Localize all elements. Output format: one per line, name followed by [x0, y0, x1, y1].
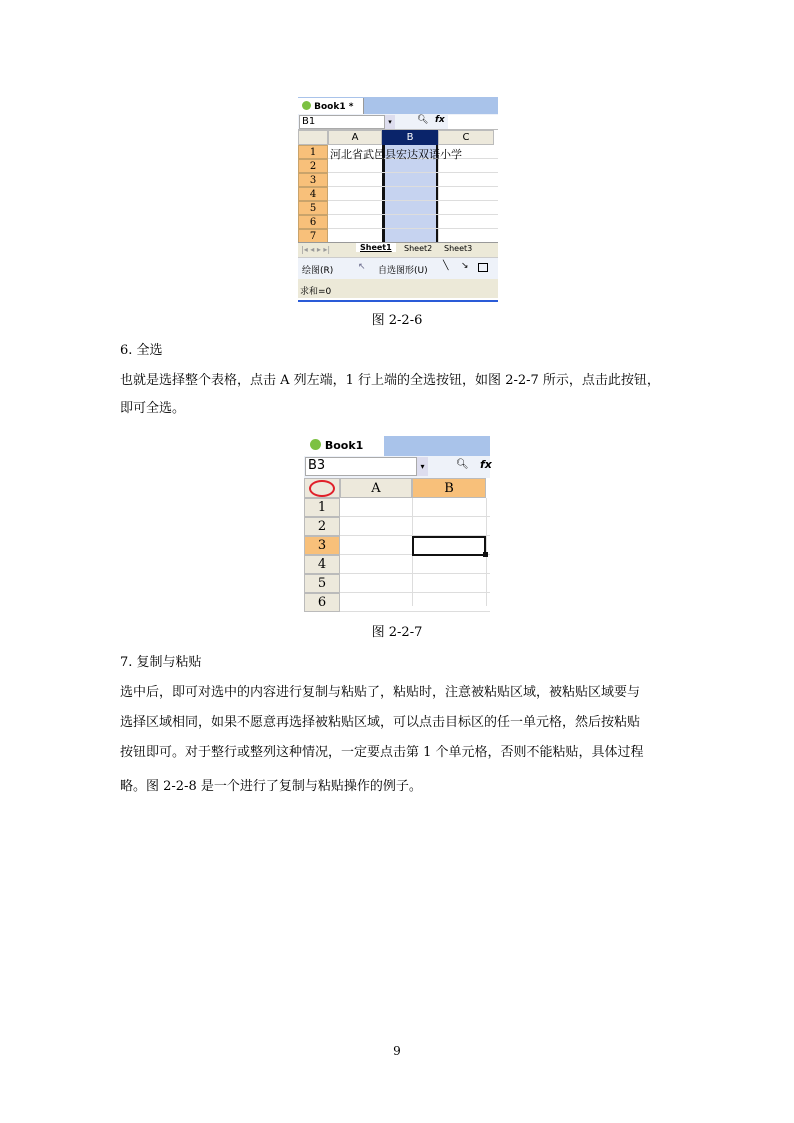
- workbook-icon: [302, 101, 311, 110]
- page-number: 9: [393, 1044, 401, 1058]
- paragraph-line: 选择区域相同，如果不愿意再选择被粘贴区域，可以点击目标区的任一单元格，然后按粘贴: [120, 715, 641, 730]
- row-header[interactable]: 6: [304, 593, 340, 612]
- sheet-tab-2[interactable]: Sheet2: [404, 244, 433, 253]
- sheet-nav-icon[interactable]: |◂ ◂ ▸ ▸|: [301, 245, 331, 254]
- red-circle-annotation: [309, 480, 335, 497]
- grid-line: [328, 200, 498, 201]
- name-box[interactable]: B1: [299, 115, 385, 129]
- paragraph-line: 略。图 2-2-8 是一个进行了复制与粘贴操作的例子。: [120, 779, 422, 794]
- figure-caption: 图 2-2-6: [371, 313, 423, 328]
- row-header[interactable]: 4: [298, 187, 328, 201]
- zoom-icon[interactable]: 🔍︎: [456, 459, 469, 470]
- name-box[interactable]: B3: [305, 457, 417, 476]
- row-header[interactable]: 1: [298, 145, 328, 159]
- grid-line: [328, 214, 498, 215]
- fill-handle[interactable]: [483, 552, 488, 557]
- fx-icon[interactable]: fx: [435, 115, 445, 125]
- paragraph-line: 选中后，即可对选中的内容进行复制与粘贴了，粘贴时，注意被粘贴区域，被粘贴区域要与: [120, 685, 641, 700]
- paragraph-line: 即可全选。: [120, 401, 186, 416]
- column-header-a[interactable]: A: [328, 130, 382, 145]
- figure-caption: 图 2-2-7: [371, 625, 423, 640]
- grid-line: [328, 186, 498, 187]
- column-header-b[interactable]: B: [382, 130, 438, 145]
- row-header[interactable]: 1: [304, 498, 340, 517]
- grid-line: [340, 573, 490, 574]
- sheet-tab-1[interactable]: Sheet1: [356, 243, 396, 252]
- figure-2-2-7: [304, 436, 492, 610]
- row-header[interactable]: 4: [304, 555, 340, 574]
- column-header-a[interactable]: A: [340, 478, 412, 498]
- workbook-tab[interactable]: Book1 *: [298, 98, 364, 114]
- sheet-tab-3[interactable]: Sheet3: [444, 244, 473, 253]
- draw-menu[interactable]: 绘图(R): [302, 266, 334, 276]
- row-header[interactable]: 2: [298, 159, 328, 173]
- row-header[interactable]: 5: [304, 574, 340, 593]
- paragraph-line: 按钮即可。对于整行或整列这种情况，一定要点击第 1 个单元格，否则不能粘贴，具体过程: [120, 745, 644, 760]
- row-header[interactable]: 3: [304, 536, 340, 555]
- autoshapes-menu[interactable]: 自选图形(U): [378, 266, 428, 276]
- workbook-tab[interactable]: Book1: [304, 436, 384, 456]
- grid-line: [340, 516, 490, 517]
- grid-line: [328, 228, 498, 229]
- paragraph-line: 也就是选择整个表格，点击 A 列左端，1 行上端的全选按钮，如图 2-2-7 所示，点击此按钮，: [120, 373, 660, 388]
- line-icon[interactable]: ╲: [443, 261, 449, 271]
- column-header-b[interactable]: B: [412, 478, 486, 498]
- grid-line: [340, 592, 490, 593]
- column-header-c[interactable]: C: [438, 130, 494, 145]
- arrow-icon[interactable]: ↘: [461, 261, 469, 271]
- fx-icon[interactable]: fx: [480, 458, 492, 471]
- figure-2-2-6: [298, 97, 498, 302]
- dropdown-icon[interactable]: ▾: [417, 457, 428, 476]
- workbook-icon: [310, 439, 321, 450]
- grid-line: [328, 172, 498, 173]
- row-header[interactable]: 2: [304, 517, 340, 536]
- select-all-button[interactable]: [298, 130, 328, 145]
- dropdown-icon[interactable]: ▾: [385, 115, 395, 129]
- active-cell-b3[interactable]: [412, 536, 486, 556]
- row-header[interactable]: 5: [298, 201, 328, 215]
- formula-bar[interactable]: [448, 115, 498, 129]
- grid-line: [340, 611, 490, 612]
- select-pointer-icon[interactable]: ↖: [358, 262, 366, 272]
- row-header[interactable]: 7: [298, 229, 328, 243]
- section-heading: 6. 全选: [120, 343, 163, 358]
- row-header[interactable]: 3: [298, 173, 328, 187]
- section-heading: 7. 复制与粘贴: [120, 655, 202, 670]
- zoom-icon[interactable]: 🔍︎: [417, 115, 429, 125]
- cell-a1[interactable]: 河北省武邑县宏达双语小学: [330, 148, 462, 161]
- select-all-button[interactable]: [304, 478, 340, 498]
- row-header[interactable]: 6: [298, 215, 328, 229]
- status-bar: 求和=0: [298, 279, 498, 298]
- rectangle-icon[interactable]: [478, 263, 488, 272]
